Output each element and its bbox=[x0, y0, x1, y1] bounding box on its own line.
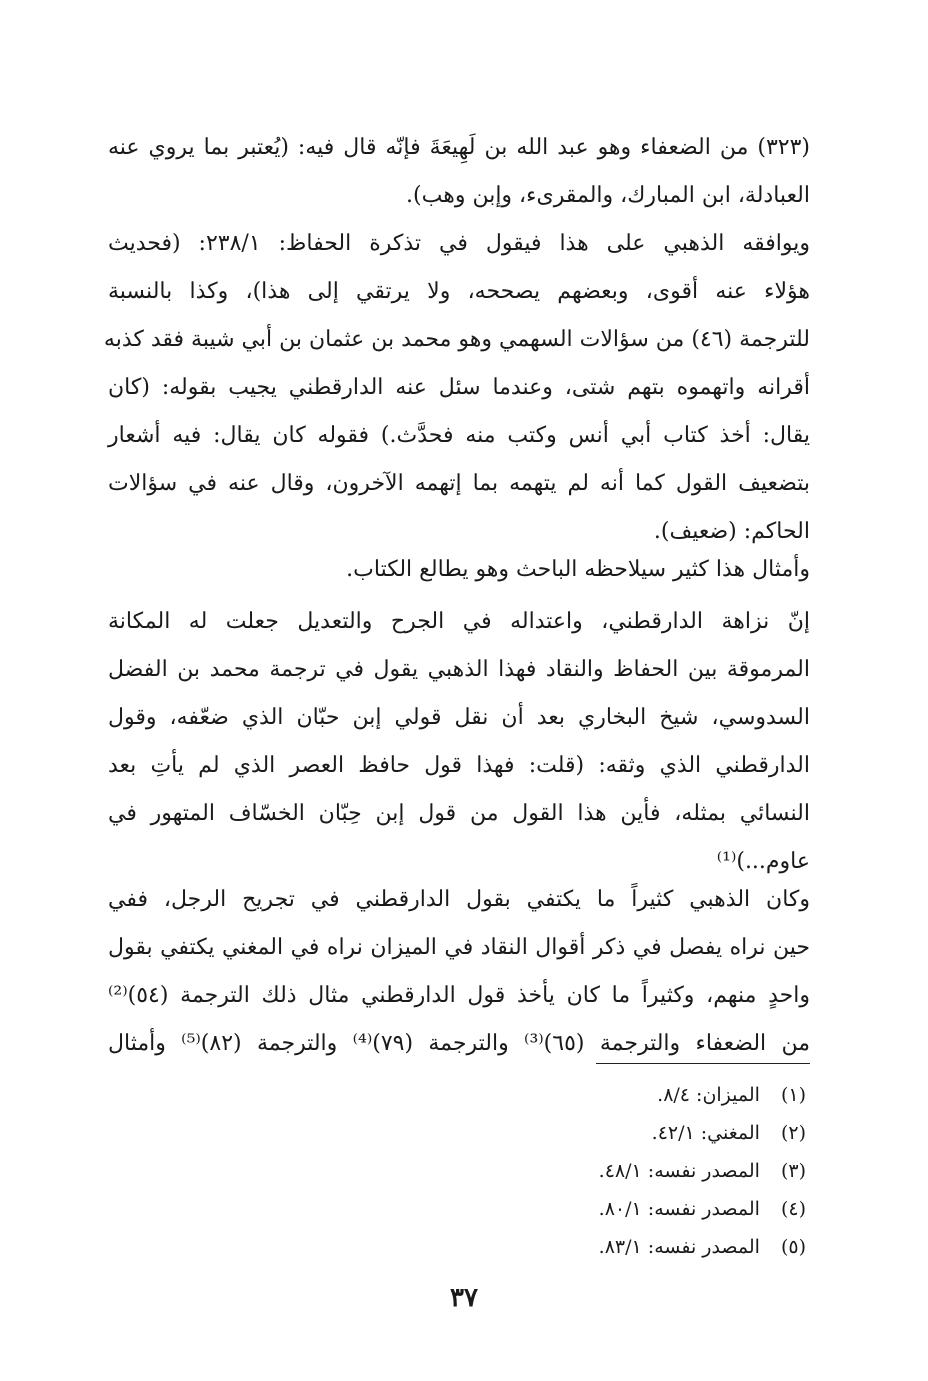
footnote-text: المصدر نفسه: ٨٠/١. bbox=[598, 1198, 760, 1220]
footnote-item bbox=[480, 1190, 806, 1228]
footnote-number: (١) bbox=[780, 1084, 806, 1106]
footnote-number: (٥) bbox=[780, 1236, 806, 1258]
footnote-separator bbox=[596, 1063, 810, 1064]
text-line: للترجمة (٤٦) من سؤالات السهمي وهو محمد بن عثمان بن أبي شيبة فقد كذبه bbox=[103, 327, 810, 352]
text-line: من الضعفاء والترجمة (٦٥)⁽³⁾ والترجمة (٧٩)⁽⁴⁾ والترجمة (٨٢)⁽⁵⁾ وأمثال bbox=[108, 1031, 811, 1056]
text-line: العبادلة، ابن المبارك، والمقرىء، وإبن وهب). bbox=[406, 183, 810, 208]
paragraph-dhahabi-agreement bbox=[103, 220, 810, 556]
text-line: وكان الذهبي كثيراً ما يكتفي بقول الدارقطني في تجريح الرجل، ففي bbox=[108, 887, 810, 912]
paragraph-ibn-lahia bbox=[108, 124, 810, 220]
footnotes bbox=[480, 1076, 806, 1266]
text-line: إنّ نزاهة الدارقطني، واعتداله في الجرح والتعديل جعلت له المكانة bbox=[108, 609, 810, 634]
text-line: هؤلاء عنه أقوى، وبعضهم يصححه، ولا يرتقي إلى هذا)، وكذا بالنسبة bbox=[108, 279, 810, 304]
text-line: المرموقة بين الحفاظ والنقاد فهذا الذهبي يقول في ترجمة محمد بن الفضل bbox=[108, 657, 810, 682]
paragraph-daraqutni-integrity bbox=[108, 598, 810, 886]
footnote-text: الميزان: ٨/٤. bbox=[657, 1084, 760, 1106]
text-line: الدارقطني الذي وثقه: (قلت: فهذا قول حافظ العصر الذي لم يأتِ بعد bbox=[108, 753, 810, 778]
paragraph-examples-note bbox=[108, 546, 810, 594]
text-line: النسائي بمثله، فأين هذا القول من قول إبن حِبّان الخسّاف المتهور في bbox=[108, 801, 810, 826]
text-line: يقال: أخذ كتاب أبي أنس وكتب منه فحدَّث.) فقوله كان يقال: فيه أشعار bbox=[108, 423, 810, 448]
text-line: ويوافقه الذهبي على هذا فيقول في تذكرة الحفاظ: ٢٣٨/١: (فحديث bbox=[108, 231, 810, 256]
text-line: أقرانه واتهموه بتهم شتى، وعندما سئل عنه الدارقطني يجيب بقوله: (كان bbox=[108, 375, 810, 400]
text-line: بتضعيف القول كما أنه لم يتهمه بما إتهمه الآخرون، وقال عنه في سؤالات bbox=[108, 471, 810, 496]
page-number: ٣٧ bbox=[450, 1283, 478, 1313]
footnote-number: (٤) bbox=[780, 1198, 806, 1220]
text-line: السدوسي، شيخ البخاري بعد أن نقل قولي إبن حبّان الذي ضعّفه، وقول bbox=[108, 705, 810, 730]
footnote-text: المغني: ٤٢/١. bbox=[651, 1122, 760, 1144]
text-line: (٣٢٣) من الضعفاء وهو عبد الله بن لَهِيعَةَ فإنّه قال فيه: (يُعتبر بما يروي عنه bbox=[108, 135, 810, 160]
footnote-number: (٢) bbox=[780, 1122, 806, 1144]
text-line: واحدٍ منهم، وكثيراً ما كان يأخذ قول الدارقطني مثال ذلك الترجمة (٥٤)⁽²⁾ bbox=[108, 983, 810, 1008]
paragraph-dhahabi-reliance bbox=[108, 876, 810, 1068]
footnote-item bbox=[480, 1114, 806, 1152]
text-line: حين نراه يفصل في ذكر أقوال النقاد في الميزان نراه في المغني يكتفي بقول bbox=[108, 935, 810, 960]
text-line: الحاكم: (ضعيف). bbox=[653, 519, 810, 544]
footnote-number: (٣) bbox=[780, 1160, 806, 1182]
footnote-item bbox=[480, 1152, 806, 1190]
footnote-text: المصدر نفسه: ٨٣/١. bbox=[598, 1236, 760, 1258]
footnote-item bbox=[480, 1076, 806, 1114]
footnote-item bbox=[480, 1228, 806, 1266]
footnote-text: المصدر نفسه: ٤٨/١. bbox=[598, 1160, 760, 1182]
text-line: وأمثال هذا كثير سيلاحظه الباحث وهو يطالع الكتاب. bbox=[346, 557, 810, 582]
text-line: عاوم...)⁽¹⁾ bbox=[716, 849, 810, 874]
